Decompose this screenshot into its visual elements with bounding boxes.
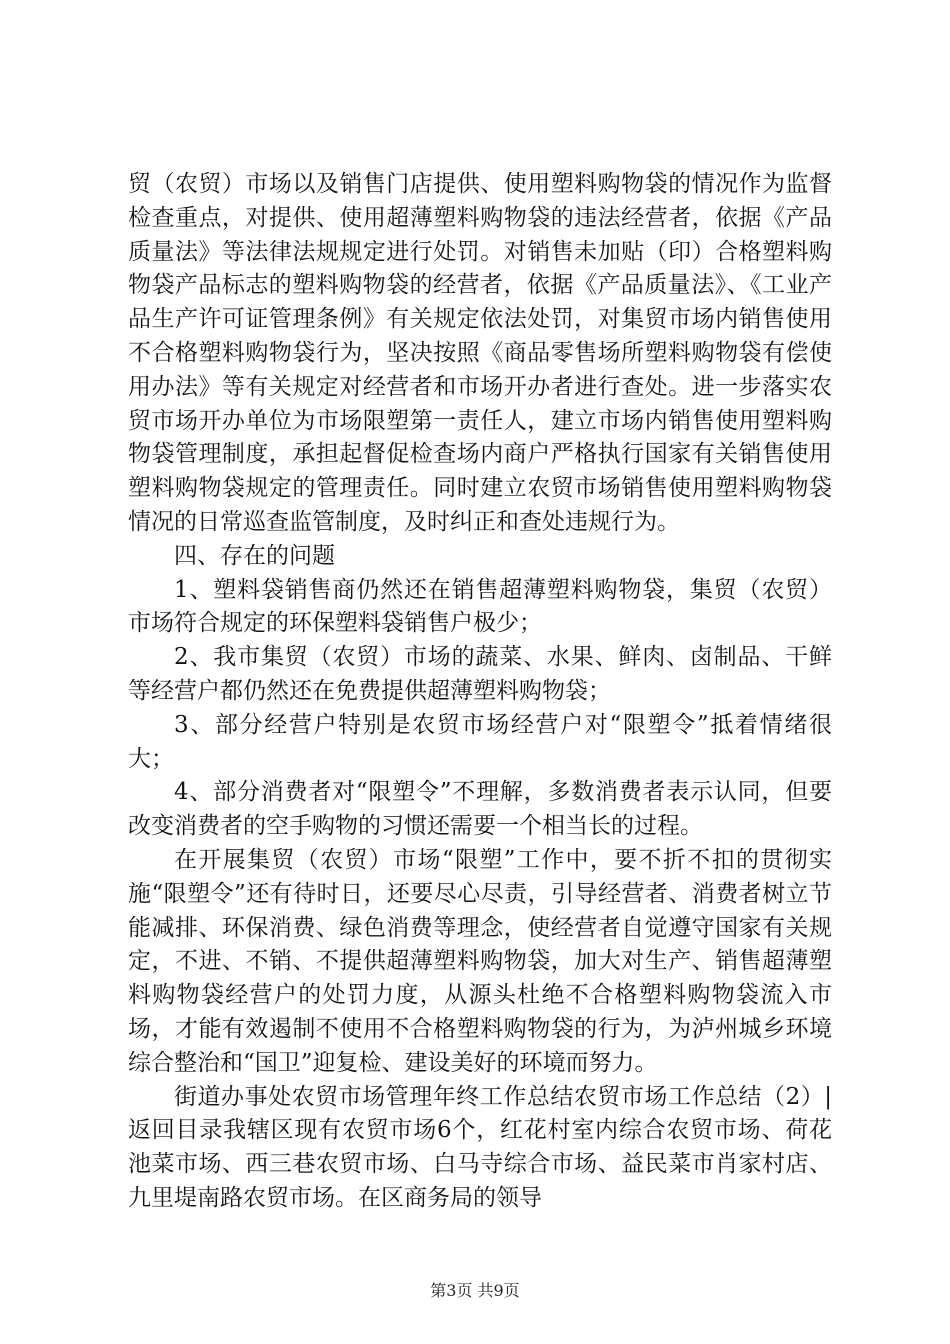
problem-item-4: 4、部分消费者对“限塑令”不理解，多数消费者表示认同，但要改变消费者的空手购物的习惯还需要一个相当长的过程。 <box>128 779 832 840</box>
document-body <box>128 168 832 1216</box>
problem-item-1: 1、塑料袋销售商仍然还在销售超薄塑料购物袋，集贸（农贸）市场符合规定的环保塑料袋销售户极少； <box>128 576 832 637</box>
page-number-footer: 第3页 共9页 <box>430 1281 520 1300</box>
problem-item-3: 3、部分经营户特别是农贸市场经营户对“限塑令”抵着情绪很大； <box>128 711 832 772</box>
paragraph-next-article: 街道办事处农贸市场管理年终工作总结农贸市场工作总结（2）|返回目录我辖区现有农贸市场6个，红花村室内综合农贸市场、荷花池菜市场、西三巷农贸市场、白马寺综合市场、益民菜市肖家村店、九里堤南路农贸市场。在区商务局的领导 <box>128 1083 832 1211</box>
section-heading-problems: 四、存在的问题 <box>174 542 335 569</box>
paragraph-supervision: 贸（农贸）市场以及销售门店提供、使用塑料购物袋的情况作为监督检查重点，对提供、使用超薄塑料购物袋的违法经营者，依据《产品质量法》等法律法规规定进行处罚。对销售未加贴（印）合格塑料购物袋产品标志的塑料购物袋的经营者，依据《产品质量法》、《工业产品生产许可证管理条例》有关规定依法处罚，对集贸市场内销售使用不合格塑料购物袋行为，坚决按照《商品零售场所塑料购物袋有偿使用办法》等有关规定对经营者和市场开办者进行查处。进一步落实农贸市场开办单位为市场限塑第一责任人，建立市场内销售使用塑料购物袋管理制度，承担起督促检查场内商户严格执行国家有关销售使用塑料购物袋规定的管理责任。同时建立农贸市场销售使用塑料购物袋情况的日常巡查监管制度，及时纠正和查处违规行为。 <box>128 171 832 535</box>
problem-item-2: 2、我市集贸（农贸）市场的蔬菜、水果、鲜肉、卤制品、干鲜等经营户都仍然还在免费提供超薄塑料购物袋； <box>128 644 832 704</box>
paragraph-conclusion: 在开展集贸（农贸）市场“限塑”工作中，要不折不扣的贯彻实施“限塑令”还有待时日，还要尽心尽责，引导经营者、消费者树立节能减排、环保消费、绿色消费等理念，使经营者自觉遵守国家有关规定，不进、不销、不提供超薄塑料购物袋，加大对生产、销售超薄塑料购物袋经营户的处罚力度，从源头杜绝不合格塑料购物袋流入市场，才能有效遏制不使用不合格塑料购物袋的行为，为泸州城乡环境综合整治和“国卫”迎复检、建设美好的环境而努力。 <box>128 846 832 1076</box>
